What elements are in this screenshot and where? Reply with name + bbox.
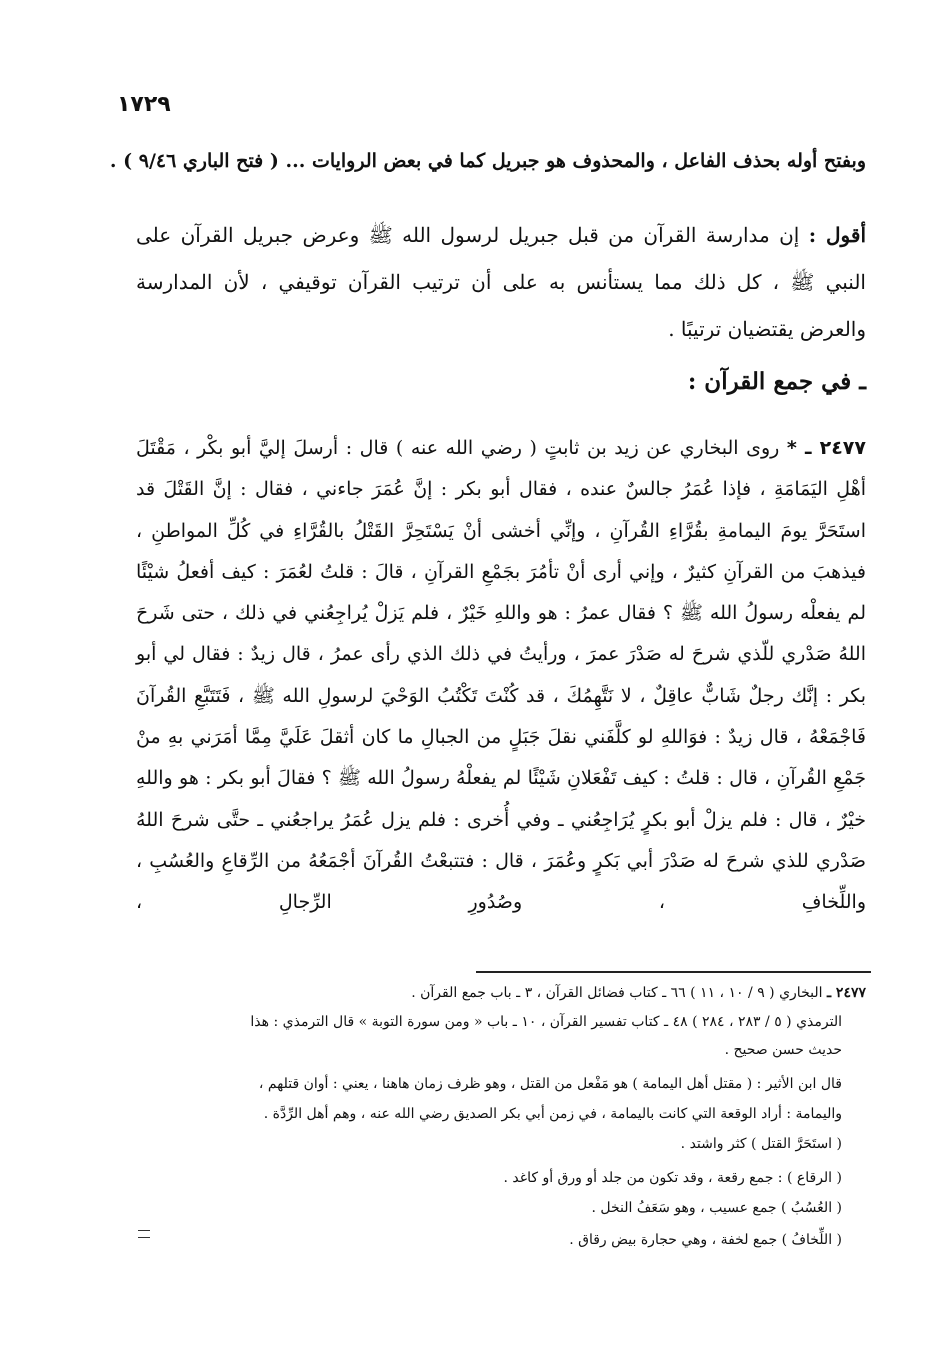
page-number: ١٧٢٩	[117, 92, 171, 117]
aqul-paragraph	[136, 212, 866, 353]
footnote-line: حديث حسن صحيح .	[724, 1042, 842, 1058]
footnote-text: البخاري ( ٩ / ١٠ ، ١١ ) ٦٦ ـ كتاب فضائل القرآن ، ٣ ـ باب جمع القرآن .	[411, 985, 823, 1001]
footnote-line: الترمذي ( ٥ / ٢٨٣ ، ٢٨٤ ) ٤٨ ـ كتاب تفسير القرآن ، ١٠ ـ باب « ومن سورة التوبة » قال الترمذي : هذا	[250, 1014, 842, 1030]
aqul-lead: أقول :	[808, 223, 867, 247]
footnote-number: ٢٤٧٧ ـ	[826, 985, 866, 1001]
section-heading: ـ في جمع القرآن :	[687, 368, 866, 395]
hadith-number: ٢٤٧٧ ـ *	[786, 437, 866, 459]
intro-line: وبفتح أوله بحذف الفاعل ، والمحذوف هو جبريل كما في بعض الروايات ... ( فتح الباري ٩/٤٦ ) .	[109, 150, 866, 172]
footnote-line: ( العُسُبُ ) جمع عسيب ، وهو سَعَفُ النخل .	[591, 1200, 842, 1216]
footnote-line: قال ابن الأثير : ( مقتل أهل اليمامة ) هو مَفْعل من القتل ، وهو ظرف زمان هاهنا ، يعني : أوان قتلهم ،	[258, 1076, 842, 1092]
hadith-text: روى البخاري عن زيد بن ثابتٍ ( رضي الله عنه ) قال : أرسلَ إليَّ أبو بكْر ، مَقْتَلَ أهْلِ اليَمَامَةِ ، فإذا عُمَرُ جالسٌ عنده ، فقال أبو بكر : إنَّ عُمَرَ جاءني ، فقال : إنَّ القَتْلَ قد استَحَرَّ يومَ اليمامةِ بقُرَّاءِ القُرآنِ ، وإنِّي أخشى أنْ يَسْتَحِرَّ القَتْلُ بالقُرَّاءِ في كُلِّ المواطنِ ، فيذهبَ من القرآنِ كثيرٌ ، وإني أرى أنْ تأمُرَ بجَمْعِ القرآنِ ، قالَ : قلتُ لعُمَرَ : كيف أفعلُ شيْئًا لم يفعلْه رسولُ الله ﷺ ؟ فقال عمرُ : هو واللهِ خَيْرٌ ، فلم يَزلْ يُراجِعُني في ذلك ، حتى شَرحَ اللهُ صَدْري للّذي شرحَ له صَدْرَ عمرَ ، ورأيتُ في ذلك الذي رأى عمرُ ، قال زيدٌ : فقال لي أبو بكر : إنَّك رجلٌ شَابٌّ عاقِلٌ ، لا نَتَّهِمُكَ ، قد كُنْتَ تَكْتُبُ الوَحْيَ لرسولِ الله ﷺ ، فَتَتَبَّعِ القُرآنَ فَاجْمَعْهُ ، قال زيدٌ : فوَاللهِ لو كلَّفَني نقلَ جَبَلٍ من الجبالِ ما كان أثقلَ عَلَيَّ مِمَّا أمَرَني بهِ منْ جَمْعِ القُرآنِ ، قال : قلتُ : كيف تَفْعَلانِ شَيْئًا لم يفعلْهُ رسولُ الله ﷺ ؟ فقالَ أبو بكر : هو واللهِ خيْرٌ ، قال : فلم يزلْ أبو بكرٍ يُرَاجِعُني ـ وفي أُخرى : فلم يزل عُمَرُ يراجعُني ـ حتَّى شرحَ اللهُ صَدْري للذي شرحَ له صَدْرَ أبي بَكرٍ وعُمَرَ ، قال : فتتبعْتُ القُرآنَ أجْمَعُهُ من الرِّقاعِ والعُسُبِ ، واللِّخافِ ، وصُدُورِ الرِّجالِ ،	[136, 437, 866, 914]
margin-mark	[138, 1230, 150, 1238]
footnote-line	[411, 982, 866, 1004]
hadith-paragraph	[136, 428, 866, 924]
footnote-divider	[476, 971, 871, 973]
footnote-line: ( استَحَرَّ القتل ) كثر واشتد .	[680, 1136, 842, 1152]
footnote-line: ( اللِّخافُ ) جمع لخفة ، وهي حجارة بيض رقاق .	[569, 1232, 842, 1248]
aqul-text: إن مدارسة القرآن من قبل جبريل لرسول الله ﷺ وعرض جبريل القرآن على النبي ﷺ ، كل ذلك مما يستأنس به على أن ترتيب القرآن توقيفي ، لأن المدارسة والعرض يقتضيان ترتيبًا .	[136, 223, 866, 341]
footnote-line: واليمامة : أراد الوقعة التي كانت باليمامة ، في زمن أبي بكر الصديق رضي الله عنه ، وهم أهل الرِّدَّة .	[263, 1106, 842, 1122]
footnote-line: ( الرقاع ) : جمع رقعة ، وقد تكون من جلد أو ورق أو كاغد .	[503, 1170, 842, 1186]
